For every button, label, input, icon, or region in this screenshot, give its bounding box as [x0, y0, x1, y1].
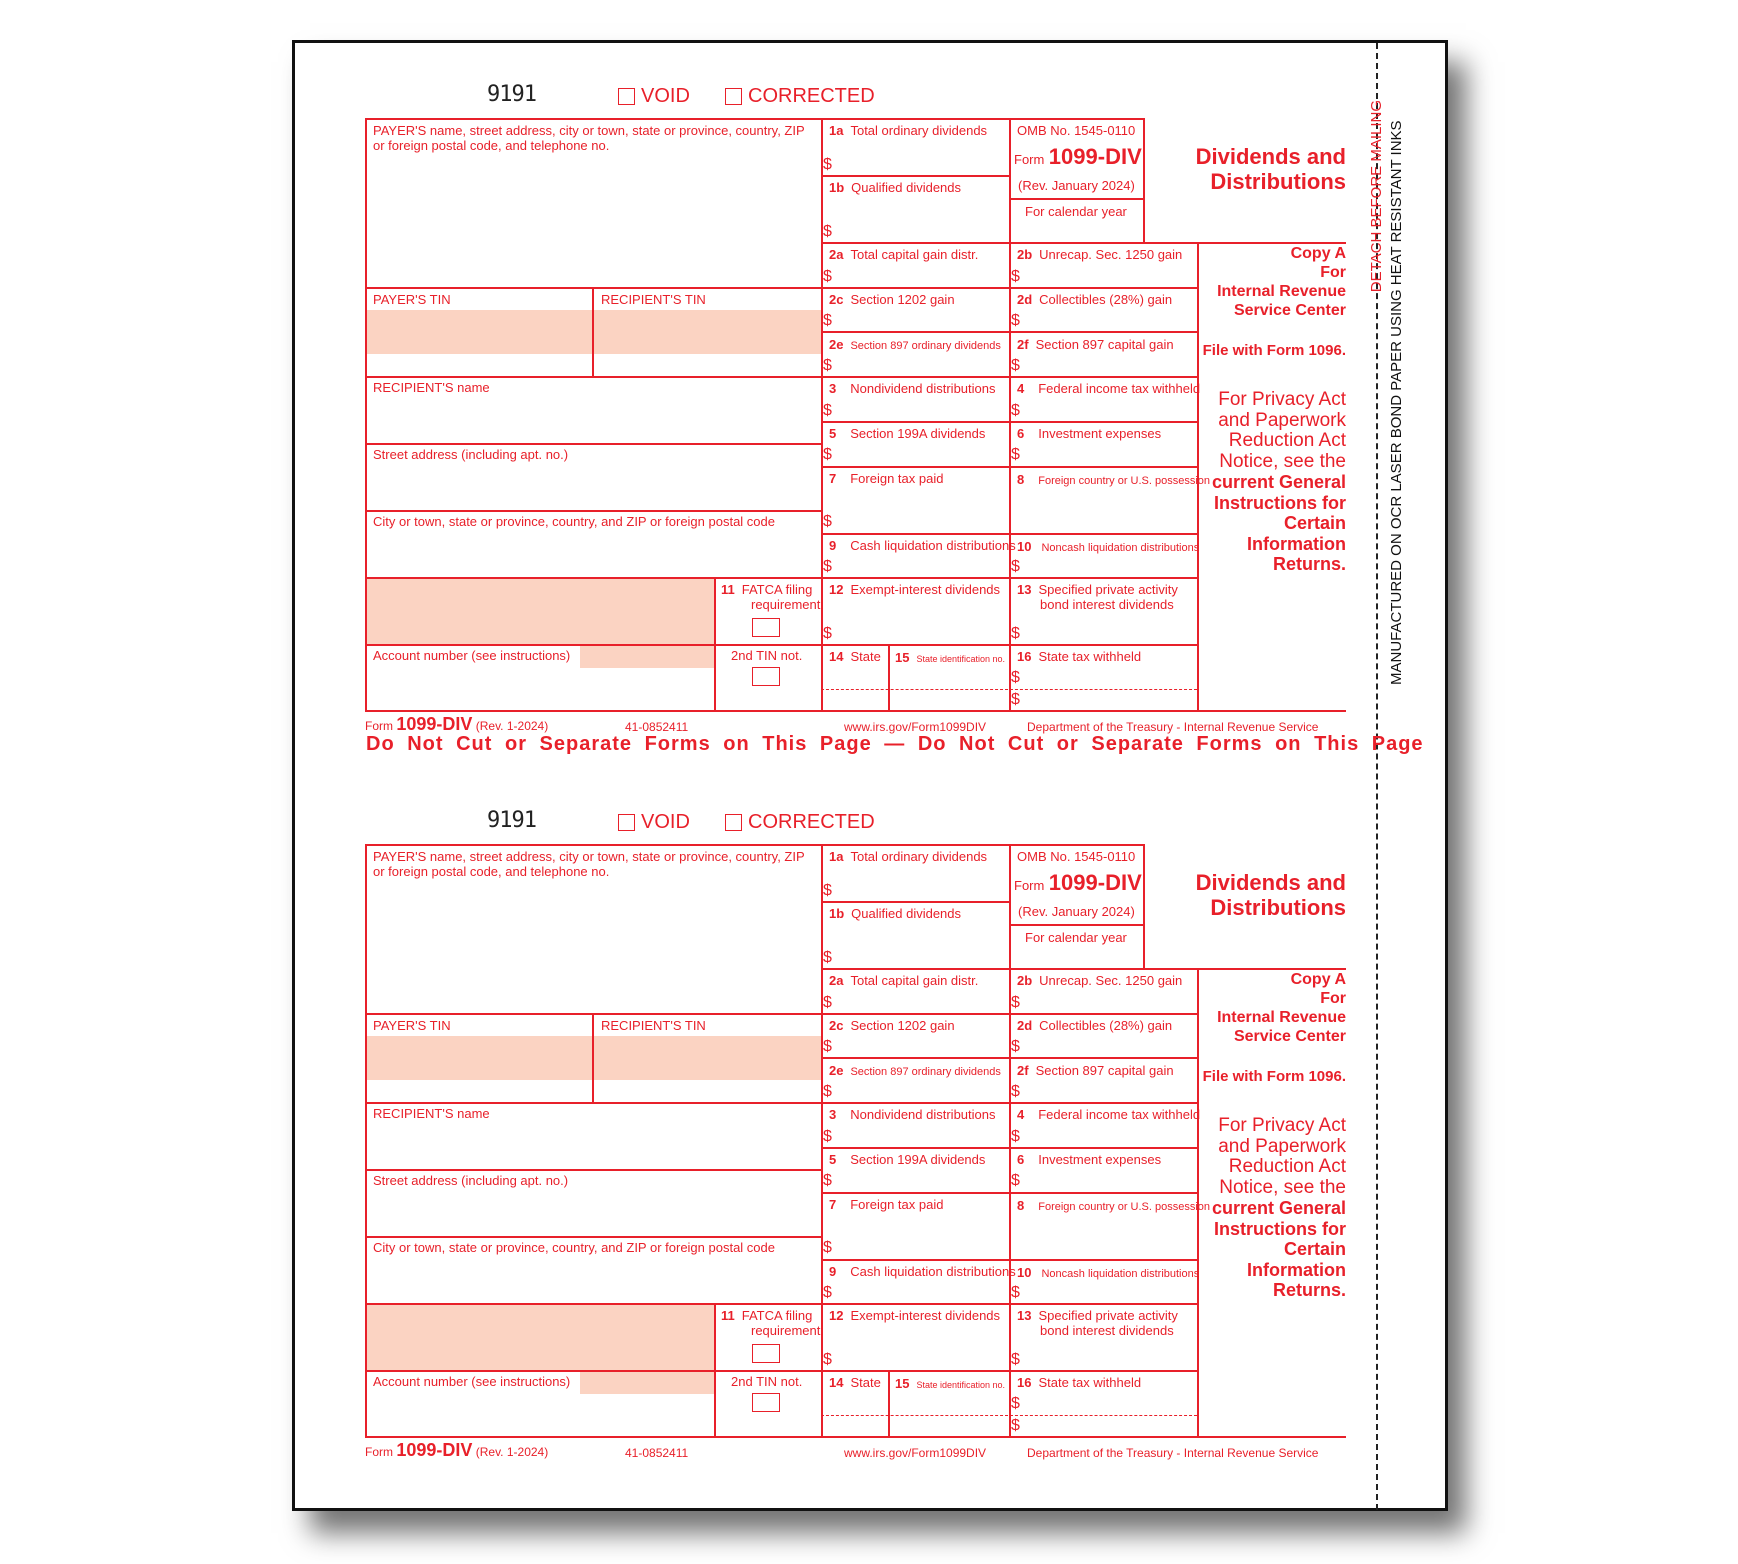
city-field[interactable]	[367, 1256, 819, 1301]
recipient-tin-field[interactable]	[594, 1036, 820, 1100]
do-not-cut-notice: Do Not Cut or Separate Forms on This Page — Do Not Cut or Separate Forms on This Page	[366, 733, 1424, 755]
box-1b-label: 1b Qualified dividends	[829, 180, 962, 195]
box-2c-dollar: $	[823, 1038, 832, 1055]
footer-url[interactable]: www.irs.gov/Form1099DIV	[844, 1446, 987, 1460]
box-1b-dollar: $	[823, 949, 832, 966]
calendar-year-label: For calendar year	[1025, 930, 1127, 945]
street-address-label: Street address (including apt. no.)	[373, 1173, 569, 1188]
shaded-area	[367, 1305, 714, 1370]
payer-info-field[interactable]	[367, 156, 819, 285]
grid-line	[821, 287, 1197, 289]
grid-line	[821, 1147, 1197, 1149]
grid-line	[821, 1102, 1197, 1104]
second-tin-checkbox[interactable]	[752, 1393, 780, 1412]
footer-department: Department of the Treasury - Internal Revenue Service	[1027, 720, 1319, 734]
box-3-dollar: $	[823, 402, 832, 419]
second-tin-checkbox[interactable]	[752, 667, 780, 686]
privacy-notice: For Privacy Act and Paperwork Reduction Act Notice, see the current General Instructions for Certain Information Returns.	[1211, 389, 1346, 574]
grid-line	[1009, 198, 1143, 200]
revision-date: (Rev. January 2024)	[1018, 904, 1135, 919]
grid-line	[821, 331, 1197, 333]
grid-line	[821, 421, 1197, 423]
form-title: Dividends and Distributions	[1195, 144, 1346, 194]
form-1099-div-copy	[365, 804, 1346, 1564]
grid-line	[821, 1192, 1197, 1194]
box-16-dollar-1: $	[1011, 669, 1020, 686]
box-4-label: 4 Federal income tax withheld	[1017, 381, 1201, 396]
void-label: VOID	[641, 811, 690, 833]
recipient-name-label: RECIPIENT'S name	[373, 1106, 490, 1121]
box-4-dollar: $	[1011, 1128, 1020, 1145]
box-2a-label: 2a Total capital gain distr.	[829, 247, 979, 262]
box-6-dollar: $	[1011, 446, 1020, 463]
box-2c-label: 2c Section 1202 gain	[829, 292, 955, 307]
box-2f-dollar: $	[1011, 1083, 1020, 1100]
grid-line	[1143, 844, 1145, 968]
calendar-year-field[interactable]	[1011, 220, 1141, 240]
street-address-field[interactable]	[367, 463, 819, 508]
payer-tin-field[interactable]	[367, 310, 591, 374]
recipient-name-label: RECIPIENT'S name	[373, 380, 490, 395]
city-field[interactable]	[367, 530, 819, 575]
box-13-label-2: bond interest dividends	[1040, 1323, 1174, 1338]
box-2d-label: 2d Collectibles (28%) gain	[1017, 292, 1173, 307]
box-2d-dollar: $	[1011, 312, 1020, 329]
box-6-label: 6 Investment expenses	[1017, 1152, 1162, 1167]
box-6-label: 6 Investment expenses	[1017, 426, 1162, 441]
corrected-label: CORRECTED	[748, 85, 875, 107]
box-5-label: 5 Section 199A dividends	[829, 426, 986, 441]
recipient-tin-label: RECIPIENT'S TIN	[601, 292, 706, 307]
void-label: VOID	[641, 85, 690, 107]
footer-form-id: Form 1099-DIV (Rev. 1-2024)	[365, 1440, 549, 1460]
box-13-dollar: $	[1011, 625, 1020, 642]
box-9-dollar: $	[823, 1284, 832, 1301]
grid-line	[714, 1303, 716, 1438]
grid-line	[365, 376, 821, 378]
box-9-label: 9 Cash liquidation distributions	[829, 1264, 1016, 1279]
grid-line	[821, 577, 1197, 579]
fatca-label-2: requirement	[751, 1323, 821, 1338]
box-1a-dollar: $	[823, 156, 832, 173]
grid-line	[821, 689, 1197, 690]
grid-line	[365, 1370, 1197, 1372]
box-2a-label: 2a Total capital gain distr.	[829, 973, 979, 988]
box-2a-dollar: $	[823, 268, 832, 285]
account-shaded-area	[580, 646, 714, 668]
street-address-field[interactable]	[367, 1189, 819, 1234]
street-address-label: Street address (including apt. no.)	[373, 447, 569, 462]
recipient-tin-label: RECIPIENT'S TIN	[601, 1018, 706, 1033]
box-1a-dollar: $	[823, 882, 832, 899]
fatca-label: FATCA filing	[741, 1308, 813, 1323]
box-1b-dollar: $	[823, 223, 832, 240]
file-with-form: File with Form 1096.	[1202, 342, 1346, 359]
void-checkbox[interactable]	[618, 811, 690, 834]
box-16-label: 16 State tax withheld	[1017, 649, 1142, 664]
form-name: Form 1099-DIV	[1014, 870, 1142, 895]
box-14-label: 14 State	[829, 1375, 881, 1390]
box-7-dollar: $	[823, 513, 832, 530]
corrected-checkbox[interactable]	[725, 85, 875, 108]
detach-before-mailing: DETACH BEFORE MAILING	[1368, 100, 1385, 293]
recipient-tin-field[interactable]	[594, 310, 820, 374]
box-1a-label: 1a Total ordinary dividends	[829, 849, 988, 864]
box-2b-dollar: $	[1011, 268, 1020, 285]
box-3-label: 3 Nondividend distributions	[829, 1107, 996, 1122]
box-12-dollar: $	[823, 625, 832, 642]
box-9-label: 9 Cash liquidation distributions	[829, 538, 1016, 553]
grid-line	[365, 443, 821, 445]
payer-info-label: PAYER'S name, street address, city or town, state or province, country, ZIP	[373, 849, 805, 864]
grid-line	[888, 1370, 890, 1438]
box-10-label: 10 Noncash liquidation distributions	[1017, 539, 1200, 554]
box-2b-label: 2b Unrecap. Sec. 1250 gain	[1017, 247, 1183, 262]
box-2e-dollar: $	[823, 1083, 832, 1100]
account-number-field[interactable]	[367, 1394, 713, 1435]
grid-line	[821, 466, 1197, 468]
box-6-dollar: $	[1011, 1172, 1020, 1189]
box-4-label: 4 Federal income tax withheld	[1017, 1107, 1201, 1122]
grid-line	[821, 1415, 1197, 1416]
city-label: City or town, state or province, country, and ZIP or foreign postal code	[373, 514, 775, 529]
field-label	[721, 1308, 812, 1323]
box-10-dollar: $	[1011, 558, 1020, 575]
box-13-label: 13 Specified private activity	[1017, 582, 1178, 597]
second-tin-label: 2nd TIN not.	[731, 1374, 803, 1389]
grid-line	[821, 1057, 1197, 1059]
box-14-label: 14 State	[829, 649, 881, 664]
grid-line	[821, 1013, 1197, 1015]
form-title: Dividends and Distributions	[1195, 870, 1346, 920]
fatca-label-2: requirement	[751, 597, 821, 612]
box-1b-label: 1b Qualified dividends	[829, 906, 962, 921]
box-13-label: 13 Specified private activity	[1017, 1308, 1178, 1323]
grid-line	[365, 844, 1143, 846]
form-code: 9191	[487, 82, 536, 107]
calendar-year-field[interactable]	[1011, 946, 1141, 966]
box-7-label: 7 Foreign tax paid	[829, 471, 944, 486]
box-12-label: 12 Exempt-interest dividends	[829, 582, 1001, 597]
box-10-dollar: $	[1011, 1284, 1020, 1301]
payer-info-label-2: or foreign postal code, and telephone no.	[373, 138, 610, 153]
grid-line	[821, 376, 1197, 378]
box-16-label: 16 State tax withheld	[1017, 1375, 1142, 1390]
grid-line	[1009, 924, 1143, 926]
grid-line	[888, 644, 890, 712]
payer-tin-label: PAYER'S TIN	[373, 1018, 451, 1033]
privacy-notice: For Privacy Act and Paperwork Reduction Act Notice, see the current General Instructions for Certain Information Returns.	[1211, 1115, 1346, 1300]
account-shaded-area	[580, 1372, 714, 1394]
payer-info-label-2: or foreign postal code, and telephone no.	[373, 864, 610, 879]
form-name: Form 1099-DIV	[1014, 144, 1142, 169]
box-2f-label: 2f Section 897 capital gain	[1017, 337, 1174, 352]
box-8-label: 8 Foreign country or U.S. possession	[1017, 472, 1211, 487]
box-2f-dollar: $	[1011, 357, 1020, 374]
grid-line	[365, 1102, 821, 1104]
grid-line	[365, 644, 1197, 646]
payer-info-label: PAYER'S name, street address, city or town, state or province, country, ZIP	[373, 123, 805, 138]
form-1099-div-copy	[365, 78, 1346, 838]
grid-line	[821, 1259, 1197, 1261]
box-2d-dollar: $	[1011, 1038, 1020, 1055]
second-tin-label: 2nd TIN not.	[731, 648, 803, 663]
corrected-label: CORRECTED	[748, 811, 875, 833]
payer-info-field[interactable]	[367, 882, 819, 1011]
box-16-dollar-2: $	[1011, 691, 1020, 708]
city-label: City or town, state or province, country, and ZIP or foreign postal code	[373, 1240, 775, 1255]
box-15-label: 15 State identification no.	[895, 1376, 1006, 1391]
box-13-dollar: $	[1011, 1351, 1020, 1368]
footer-form-id: Form 1099-DIV (Rev. 1-2024)	[365, 714, 549, 734]
box-1a-label: 1a Total ordinary dividends	[829, 123, 988, 138]
revision-date: (Rev. January 2024)	[1018, 178, 1135, 193]
corrected-checkbox[interactable]	[725, 811, 875, 834]
field-label	[721, 582, 812, 597]
box-16-dollar-2: $	[1011, 1417, 1020, 1434]
grid-line	[821, 1303, 1197, 1305]
footer-catalog-number: 41-0852411	[625, 1446, 689, 1460]
box-9-dollar: $	[823, 558, 832, 575]
box-16-dollar-1: $	[1011, 1395, 1020, 1412]
grid-line	[1143, 118, 1145, 242]
box-5-label: 5 Section 199A dividends	[829, 1152, 986, 1167]
box-15-label: 15 State identification no.	[895, 650, 1006, 665]
box-2c-label: 2c Section 1202 gain	[829, 1018, 955, 1033]
box-12-dollar: $	[823, 1351, 832, 1368]
box-3-label: 3 Nondividend distributions	[829, 381, 996, 396]
box-2b-label: 2b Unrecap. Sec. 1250 gain	[1017, 973, 1183, 988]
payer-tin-label: PAYER'S TIN	[373, 292, 451, 307]
shaded-area	[367, 579, 714, 644]
grid-line	[821, 242, 1009, 244]
box-2d-label: 2d Collectibles (28%) gain	[1017, 1018, 1173, 1033]
recipient-name-field[interactable]	[367, 1122, 819, 1167]
file-with-form: File with Form 1096.	[1202, 1068, 1346, 1085]
fatca-checkbox[interactable]	[752, 1344, 780, 1363]
box-2a-dollar: $	[823, 994, 832, 1011]
footer-url[interactable]: www.irs.gov/Form1099DIV	[844, 720, 987, 734]
account-number-label: Account number (see instructions)	[373, 1374, 571, 1389]
copy-a-block: Copy A For Internal Revenue Service Center	[1217, 971, 1346, 1045]
grid-line	[365, 118, 1143, 120]
footer-catalog-number: 41-0852411	[625, 720, 689, 734]
account-number-label: Account number (see instructions)	[373, 648, 571, 663]
grid-line	[365, 1169, 821, 1171]
box-12-label: 12 Exempt-interest dividends	[829, 1308, 1001, 1323]
box-7-label: 7 Foreign tax paid	[829, 1197, 944, 1212]
box-11-number: 11	[721, 1308, 735, 1323]
grid-line	[365, 510, 821, 512]
account-number-field[interactable]	[367, 668, 713, 709]
box-10-label: 10 Noncash liquidation distributions	[1017, 1265, 1200, 1280]
box-2e-label: 2e Section 897 ordinary dividends	[829, 337, 1001, 352]
box-5-dollar: $	[823, 1172, 832, 1189]
manufacturer-note: MANUFACTURED ON OCR LASER BOND PAPER USING HEAT RESISTANT INKS	[1388, 120, 1405, 685]
payer-tin-field[interactable]	[367, 1036, 591, 1100]
recipient-name-field[interactable]	[367, 396, 819, 441]
box-7-dollar: $	[823, 1239, 832, 1256]
grid-line	[821, 175, 1009, 177]
box-11-number: 11	[721, 582, 735, 597]
grid-line	[821, 533, 1197, 535]
omb-number: OMB No. 1545-0110	[1017, 123, 1136, 138]
box-2b-dollar: $	[1011, 994, 1020, 1011]
fatca-checkbox[interactable]	[752, 618, 780, 637]
box-3-dollar: $	[823, 1128, 832, 1145]
void-checkbox[interactable]	[618, 85, 690, 108]
grid-line	[821, 968, 1009, 970]
box-2e-dollar: $	[823, 357, 832, 374]
box-2c-dollar: $	[823, 312, 832, 329]
grid-line	[365, 1236, 821, 1238]
box-13-label-2: bond interest dividends	[1040, 597, 1174, 612]
copy-a-block: Copy A For Internal Revenue Service Center	[1217, 245, 1346, 319]
omb-number: OMB No. 1545-0110	[1017, 849, 1136, 864]
box-8-label: 8 Foreign country or U.S. possession	[1017, 1198, 1211, 1213]
grid-line	[821, 901, 1009, 903]
calendar-year-label: For calendar year	[1025, 204, 1127, 219]
footer-department: Department of the Treasury - Internal Revenue Service	[1027, 1446, 1319, 1460]
fatca-label: FATCA filing	[741, 582, 813, 597]
grid-line	[714, 577, 716, 712]
box-5-dollar: $	[823, 446, 832, 463]
box-4-dollar: $	[1011, 402, 1020, 419]
form-code: 9191	[487, 808, 536, 833]
box-2e-label: 2e Section 897 ordinary dividends	[829, 1063, 1001, 1078]
box-2f-label: 2f Section 897 capital gain	[1017, 1063, 1174, 1078]
